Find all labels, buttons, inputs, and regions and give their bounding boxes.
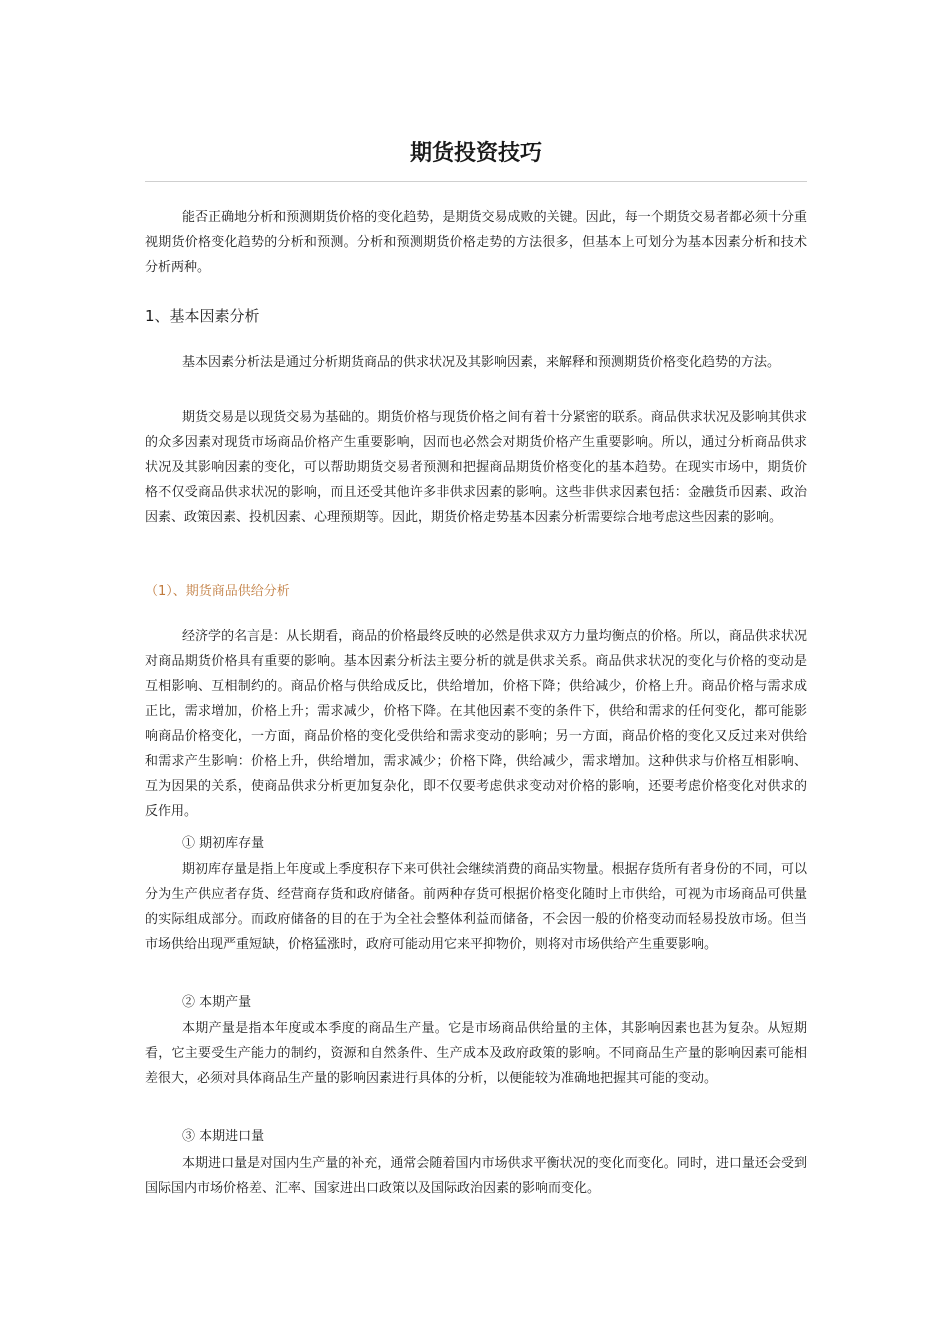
body-paragraph: 基本因素分析法是通过分析期货商品的供求状况及其影响因素，来解释和预测期货价格变化趋势的方法。: [182, 355, 781, 370]
body-paragraph: 期初库存量是指上年度或上季度积存下来可供社会继续消费的商品实物量。根据存货所有者身份的不同，可以分为生产供应者存货、经营商存货和政府储备。前两种存货可根据价格变化随时上市供给，可视为市场商品可供量的实际组成部分。而政府储备的目的在于为全社会整体利益而储备，不会因一般的价格变动而轻易投放市场。但当市场供给出现严重短缺，价格猛涨时，政府可能动用它来平抑物价，则将对市场供给产生重要影响。: [145, 862, 807, 952]
body-paragraph: 本期产量是指本年度或本季度的商品生产量。它是市场商品供给量的主体，其影响因素也甚为复杂。从短期看，它主要受生产能力的制约，资源和自然条件、生产成本及政府政策的影响。不同商品生产量的影响因素可能相差很大，必须对具体商品生产量的影响因素进行具体的分析，以便能较为准确地把握其可能的变动。: [145, 1021, 807, 1086]
subsection-heading: （1）、期货商品供给分析: [145, 584, 290, 599]
body-paragraph: 本期进口量是对国内生产量的补充，通常会随着国内市场供求平衡状况的变化而变化。同时，进口量还会受到国际国内市场价格差、汇率、国家进出口政策以及国际政治因素的影响而变化。: [145, 1156, 807, 1196]
item-title: ② 本期产量: [182, 995, 252, 1010]
body-paragraph: 经济学的名言是：从长期看，商品的价格最终反映的必然是供求双方力量均衡点的价格。所以，商品供求状况对商品期货价格具有重要的影响。基本因素分析法主要分析的就是供求关系。商品供求状况的变化与价格的变动是互相影响、互相制约的。商品价格与供给成反比，供给增加，价格下降；供给减少，价格上升。商品价格与需求成正比，需求增加，价格上升；需求减少，价格下降。在其他因素不变的条件下，供给和需求的任何变化，都可能影响商品价格变化，一方面，商品价格的变化受供给和需求变动的影响；另一方面，商品价格的变化又反过来对供给和需求产生影响：价格上升，供给增加，需求减少；价格下降，供给减少，需求增加。这种供求与价格互相影响、互为因果的关系，使商品供求分析更加复杂化，即不仅要考虑供求变动对价格的影响，还要考虑价格变化对供求的反作用。: [145, 629, 807, 819]
item-title: ① 期初库存量: [182, 836, 265, 851]
item-title: ③ 本期进口量: [182, 1129, 265, 1144]
title-divider: [145, 181, 807, 182]
body-paragraph: 期货交易是以现货交易为基础的。期货价格与现货价格之间有着十分紧密的联系。商品供求状况及影响其供求的众多因素对现货市场商品价格产生重要影响，因而也必然会对期货价格产生重要影响。所以，通过分析商品供求状况及其影响因素的变化，可以帮助期货交易者预测和把握商品期货价格变化的基本趋势。在现实市场中，期货价格不仅受商品供求状况的影响，而且还受其他许多非供求因素的影响。这些非供求因素包括：金融货币因素、政治因素、政策因素、投机因素、心理预期等。因此，期货价格走势基本因素分析需要综合地考虑这些因素的影响。: [145, 410, 807, 525]
page-title: 期货投资技巧: [409, 141, 542, 166]
intro-paragraph: 能否正确地分析和预测期货价格的变化趋势，是期货交易成败的关键。因此，每一个期货交易者都必须十分重视期货价格变化趋势的分析和预测。分析和预测期货价格走势的方法很多，但基本上可划分为基本因素分析和技术分析两种。: [145, 210, 807, 275]
section-heading: 1、基本因素分析: [145, 307, 260, 325]
